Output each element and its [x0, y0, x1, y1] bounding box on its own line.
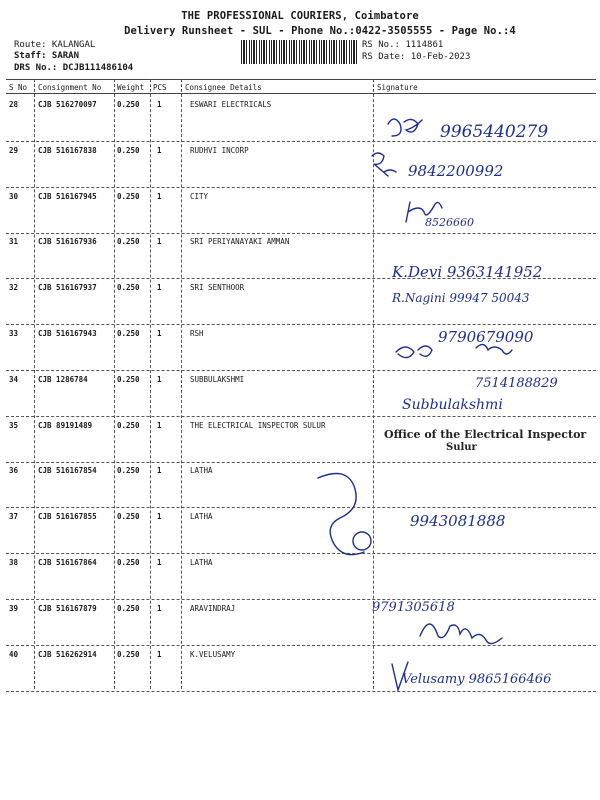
signature-34-phone: 7514188829: [475, 376, 558, 391]
row-weight: 0.250: [117, 374, 140, 384]
row-consignee: THE ELECTRICAL INSPECTOR SULUR: [190, 420, 326, 430]
row-consignee: SRI SENTHOOR: [190, 283, 245, 293]
signature-28: 9965440279: [440, 122, 549, 142]
row-consignee: ARAVINDRAJ: [190, 603, 236, 613]
row-sno: 33: [9, 329, 19, 338]
row-pcs: 1: [157, 466, 162, 476]
office-stamp-line2: Sulur: [446, 442, 477, 453]
row-consignee: LATHA: [190, 512, 213, 522]
row-consignee: CITY: [190, 191, 209, 201]
row-pcs: 1: [157, 100, 162, 109]
row-weight: 0.250: [117, 420, 140, 430]
scribble-33: [396, 344, 512, 357]
row-consignment-no: CJB 516167936: [38, 237, 97, 247]
row-consignment-no: CJB 516167854: [38, 466, 97, 476]
row-weight: 0.250: [117, 512, 140, 522]
row-consignment-no: CJB 516167864: [38, 558, 97, 567]
column-header-sno: S No: [9, 83, 28, 92]
row-pcs: 1: [157, 603, 162, 613]
row-consignee: SUBBULAKSHMI: [190, 374, 245, 384]
row-pcs: 1: [157, 191, 162, 201]
row-sno: 40: [9, 649, 19, 659]
row-pcs: 1: [157, 374, 162, 384]
row-consignment-no: CJB 516270097: [38, 100, 97, 109]
row-consignment-no: CJB 516167838: [38, 145, 97, 155]
row-pcs: 1: [157, 558, 162, 567]
row-weight: 0.250: [117, 237, 140, 247]
row-pcs: 1: [157, 649, 162, 659]
signature-29: 9842200992: [408, 162, 504, 180]
row-consignee: RUDHVI INCORP: [190, 145, 249, 155]
drs-number: DRS No.: DCJB111486104: [14, 63, 134, 73]
row-weight: 0.250: [117, 100, 140, 109]
signature-30: 8526660: [425, 216, 474, 229]
row-sno: 38: [9, 558, 19, 567]
staff-label: Staff: SARAN: [14, 51, 80, 61]
signature-32: R.Nagini 99947 50043: [392, 291, 530, 305]
row-pcs: 1: [157, 420, 162, 430]
row-pcs: 1: [157, 512, 162, 522]
row-weight: 0.250: [117, 329, 140, 338]
row-sno: 28: [9, 100, 19, 109]
row-sno: 36: [9, 466, 19, 476]
row-consignee: LATHA: [190, 558, 213, 567]
column-header-consignment: Consignment No: [38, 83, 102, 92]
row-consignment-no: CJB 516262914: [38, 649, 97, 659]
row-consignment-no: CJB 516167945: [38, 191, 97, 201]
row-consignee: LATHA: [190, 466, 213, 476]
row-sno: 35: [9, 420, 19, 430]
signature-40: Velusamy 9865166466: [402, 672, 552, 687]
signature-37: 9943081888: [410, 512, 506, 530]
rs-number: RS No.: 1114861: [362, 40, 444, 50]
row-pcs: 1: [157, 237, 162, 247]
scribble-30: [406, 202, 442, 222]
row-consignment-no: CJB 516167879: [38, 603, 97, 613]
signature-34-name: Subbulakshmi: [402, 397, 503, 413]
row-weight: 0.250: [117, 283, 140, 293]
row-sno: 31: [9, 237, 19, 247]
row-pcs: 1: [157, 329, 162, 338]
row-weight: 0.250: [117, 466, 140, 476]
row-sno: 39: [9, 603, 19, 613]
runsheet-subtitle: Delivery Runsheet - SUL - Phone No.:0422-3505555 - Page No.:4: [124, 25, 516, 37]
row-consignment-no: CJB 89191489: [38, 420, 93, 430]
row-consignment-no: CJB 516167943: [38, 329, 97, 338]
row-consignment-no: CJB 516167937: [38, 283, 97, 293]
scribble-39: [420, 624, 502, 644]
row-sno: 34: [9, 374, 19, 384]
scribble-29: [372, 153, 396, 176]
row-weight: 0.250: [117, 558, 140, 567]
company-title: THE PROFESSIONAL COURIERS, Coimbatore: [181, 10, 419, 22]
row-consignee: SRI PERIYANAYAKI AMMAN: [190, 237, 290, 247]
row-weight: 0.250: [117, 649, 140, 659]
row-consignee: ESWARI ELECTRICALS: [190, 100, 272, 109]
row-pcs: 1: [157, 283, 162, 293]
row-consignee: K.VELUSAMY: [190, 649, 236, 659]
column-header-pcs: PCS: [153, 83, 167, 92]
rs-date: RS Date: 10-Feb-2023: [362, 52, 471, 62]
row-sno: 30: [9, 191, 19, 201]
signature-33: 9790679090: [438, 328, 534, 346]
signature-39: 9791305618: [372, 600, 455, 615]
row-consignment-no: CJB 516167855: [38, 512, 97, 522]
signature-31: K.Devi 9363141952: [392, 263, 543, 281]
row-pcs: 1: [157, 145, 162, 155]
row-weight: 0.250: [117, 145, 140, 155]
row-sno: 37: [9, 512, 19, 522]
route-label: Route: KALANGAL: [14, 40, 96, 50]
row-sno: 32: [9, 283, 19, 293]
row-consignment-no: CJB 1286784: [38, 374, 88, 384]
row-weight: 0.250: [117, 191, 140, 201]
row-consignee: RSH: [190, 329, 204, 338]
scribble-36: [318, 474, 364, 555]
mark-36: [353, 532, 371, 550]
column-header-consignee: Consignee Details: [185, 83, 262, 92]
row-sno: 29: [9, 145, 19, 155]
column-header-weight: Weight: [117, 83, 145, 92]
scribble-28: [388, 119, 422, 136]
row-weight: 0.250: [117, 603, 140, 613]
scribble-40: [392, 662, 408, 690]
column-header-signature: Signature: [377, 83, 418, 92]
office-stamp-line1: Office of the Electrical Inspector: [384, 428, 587, 441]
